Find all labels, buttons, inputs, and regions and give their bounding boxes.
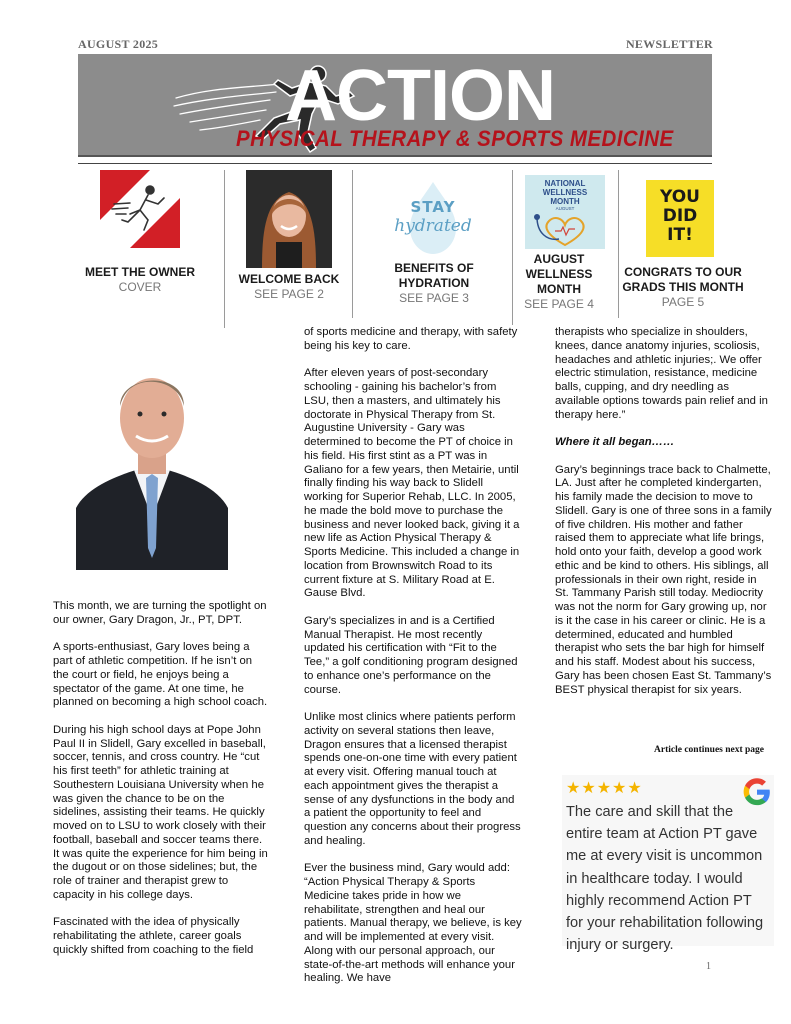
review-text: The care and skill that the entire team at Action PT gave me at every visit is uncommon in healthcare today. I would highly recommend Action PT for your rehabilitation following injury or surgery. bbox=[566, 804, 764, 954]
divider bbox=[352, 170, 353, 318]
tile-title: AUGUST WELLNESS MONTH bbox=[525, 252, 593, 296]
issue-date: AUGUST 2025 bbox=[78, 37, 159, 51]
runner-logo-icon bbox=[100, 170, 180, 248]
google-review-card bbox=[562, 775, 774, 954]
wellness-month-graphic bbox=[525, 175, 605, 249]
tile-title: CONGRATS TO OUR GRADS THIS MONTH bbox=[622, 265, 744, 294]
section-heading: Where it all began…… bbox=[555, 436, 675, 448]
tile-subtitle: COVER bbox=[118, 280, 162, 294]
article-paragraph: therapists who specialize in shoulders, knees, dance anatomy injuries, scoliosis, headaches and athletic injuries;. We offer electric stimulation, resistance, medicine balls, cupping, and dry needling as available options towards pain relief and in therapy here.” bbox=[555, 326, 768, 421]
page-number: 1 bbox=[706, 961, 711, 972]
article-paragraph: A sports-enthusiast, Gary loves being a part of athletic competition. If he isn’t on the court or field, he enjoys being a spectator of the game. At one time, he planned on becoming a high school coach. bbox=[53, 641, 268, 709]
tile-subtitle: SEE PAGE 4 bbox=[524, 297, 594, 311]
article-column-1 bbox=[53, 600, 270, 958]
article-paragraph: Fascinated with the idea of physically rehabilitating the athlete, career goals quickly shifted from coaching to the field bbox=[53, 916, 254, 956]
tile-august-wellness-month[interactable] bbox=[513, 252, 605, 312]
brand-subtitle: PHYSICAL THERAPY & SPORTS MEDICINE bbox=[236, 126, 674, 151]
wellness-art-word: NATIONAL bbox=[544, 179, 586, 188]
article-paragraph: Gary’s specializes in and is a Certified Manual Therapist. He most recently updated his certification with “Fit to the Tee,” a golf conditioning program designed to enhance one’s performance on the course. bbox=[304, 614, 518, 696]
masthead-rule bbox=[78, 163, 712, 164]
tile-benefits-of-hydration[interactable] bbox=[374, 261, 494, 306]
you-did-it-art-word: DID bbox=[662, 206, 698, 226]
article-paragraph: of sports medicine and therapy, with safety being his key to care. bbox=[304, 326, 518, 352]
brand-title: ACTION bbox=[285, 56, 555, 136]
article-paragraph: This month, we are turning the spotlight on our owner, Gary Dragon, Jr., PT, DPT. bbox=[53, 600, 267, 626]
you-did-it-art-word: YOU bbox=[660, 187, 700, 207]
staff-photo bbox=[246, 170, 332, 268]
stay-hydrated-graphic bbox=[390, 178, 476, 258]
tile-congrats-grads[interactable] bbox=[620, 265, 746, 310]
wellness-art-word: MONTH bbox=[550, 197, 580, 206]
tile-subtitle: SEE PAGE 3 bbox=[399, 291, 469, 305]
continues-note: Article continues next page bbox=[654, 745, 765, 755]
divider bbox=[224, 170, 225, 328]
tile-subtitle: PAGE 5 bbox=[661, 295, 705, 309]
star-rating: ★★★★★ bbox=[566, 780, 643, 797]
article-paragraph: After eleven years of post-secondary schooling - gaining his bachelor’s from LSU, then a masters, and ultimately his doctorate in Physical Therapy from St. Augustine University - Gary was determined to become the PT of choice in his field. His first stint as a PT was in Galiano for a few years, then Metairie, until finally finding his way back to Slidell working for Superior Rehab, LLC. In 2005, he made the bold move to purchase the business and never looked back, giving it a new life as Action Physical Therapy & Sports Medicine. This included a change in location from Brownswitch Road to its current fixture at S. Military Road at E. Gause Blvd. bbox=[304, 367, 520, 600]
tile-title: WELCOME BACK bbox=[238, 272, 340, 286]
hydration-art-word: hydrated bbox=[394, 216, 472, 236]
article-paragraph: During his high school days at Pope John Paul II in Slidell, Gary excelled in baseball, soccer, tennis, and cross country. He “cut his first teeth” for athletic training at Southestern Louisiana University when he was given the chance to be on the sidelines, assisting their teams. He quickly moved on to LSU to work closely with their football, baseball and soccer teams there. It was quite the experience for him being in the dugout or on those sidelines; but, the role of trainer and therapist grew to capacity in his college days. bbox=[53, 723, 268, 901]
article-column-3 bbox=[555, 326, 772, 697]
you-did-it-art-word: IT! bbox=[667, 225, 693, 245]
divider bbox=[618, 170, 619, 318]
wellness-art-word: AUGUST bbox=[555, 206, 575, 211]
you-did-it-graphic bbox=[646, 180, 714, 257]
tile-title: BENEFITS OF HYDRATION bbox=[394, 261, 474, 290]
article-paragraph: Gary’s beginnings trace back to Chalmette, LA. Just after he completed kindergarten, his family made the decision to move to Slidell. Gary is one of three sons in a family of five children. His mother and father raised them to appreciate what life brings, hold onto your faith, develop a good work ethic and be kind to others. His siblings, all professionals in their own right, reside in St. Tammany Parish still today. Mediocrity was not the norm for Gary growing up, nor is it the case in his career or clinic. He is a determined, educated and humbled therapist who sets the bar high for himself and his staff. Modest about his success, Gary has been chosen East St. Tammany’s BEST physical therapist for six years. bbox=[555, 463, 772, 696]
wellness-art-word: WELLNESS bbox=[542, 188, 588, 197]
owner-portrait bbox=[76, 348, 228, 570]
newsletter-label: NEWSLETTER bbox=[625, 37, 713, 51]
tile-subtitle: SEE PAGE 2 bbox=[254, 287, 324, 301]
tile-meet-the-owner[interactable] bbox=[80, 265, 200, 295]
tile-title: MEET THE OWNER bbox=[85, 265, 195, 279]
masthead-banner bbox=[78, 54, 712, 157]
article-paragraph: Unlike most clinics where patients perform activity on several stations then leave, Dragon ensures that a licensed therapist spends one-on-one time with every patient at every visit. Offering manual touch at each appointment gives the therapist a sense of any dysfunctions in the body and a patient the opportunity to feel and question any concerns about their progress and healing. bbox=[304, 711, 521, 847]
article-column-2 bbox=[304, 326, 522, 986]
heart-stethoscope-icon bbox=[525, 211, 605, 249]
article-paragraph: Ever the business mind, Gary would add: “Action Physical Therapy & Sports Medicine takes pride in how we rehabilitate, strengthen and heal our patients. Manual therapy, we believe, is key and will be implemented at every visit. Along with our personal approach, our state-of-the-art methods will enhance your healing. We have bbox=[304, 862, 522, 985]
tile-welcome-back[interactable] bbox=[229, 272, 349, 302]
hydration-art-word: STAY bbox=[410, 198, 456, 216]
